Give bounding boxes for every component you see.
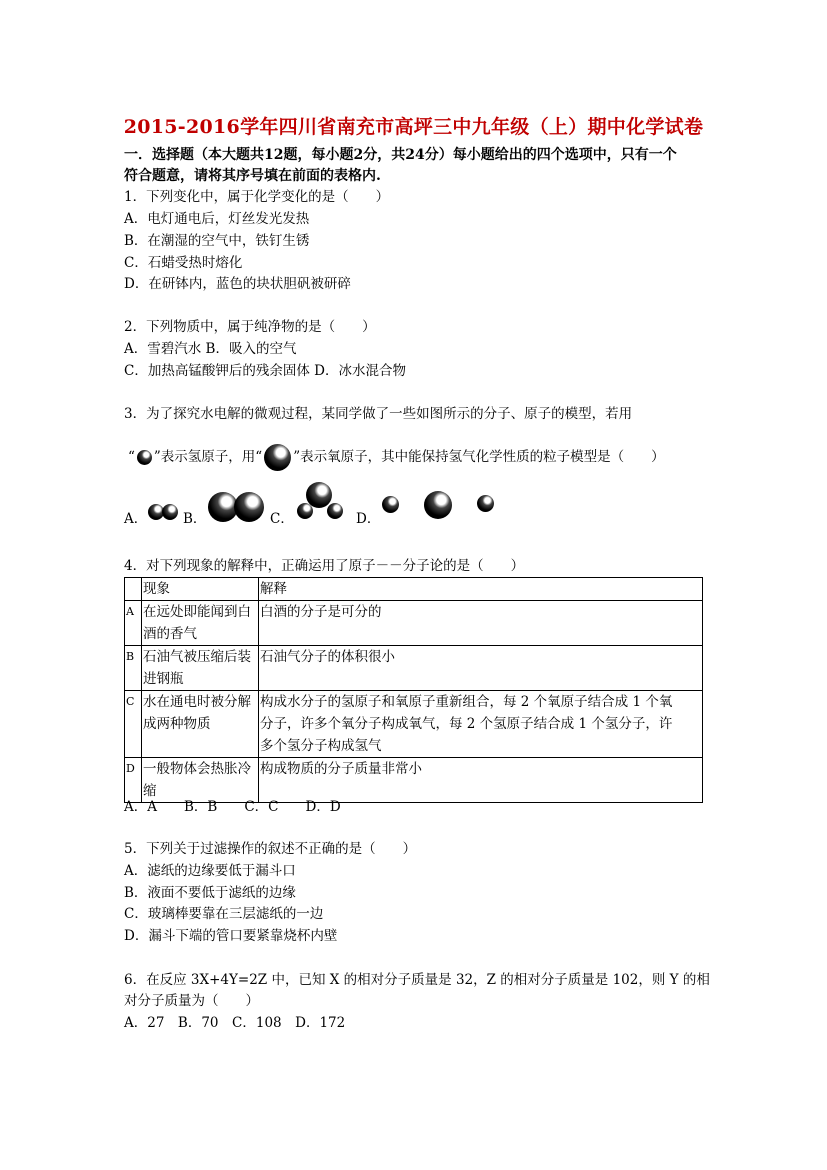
q6-stem-line2: 对分子质量为（ ）: [124, 993, 259, 1009]
table-row: [125, 691, 703, 758]
cell-line: 多个氢分子构成氢气: [260, 738, 382, 754]
oxygen-atom-icon: [424, 491, 452, 519]
q4-table: [124, 577, 703, 803]
table-header-cell: 解释: [259, 578, 703, 601]
hydrogen-atom-icon: [137, 450, 152, 465]
q3-option-c-label: C．: [270, 511, 294, 527]
explanation-cell: [259, 601, 703, 646]
table-row: [125, 601, 703, 646]
exam-title: 2015-2016学年四川省南充市高坪三中九年级（上）期中化学试卷: [123, 116, 704, 138]
phenomenon-cell: [142, 758, 259, 803]
oxygen-atom-icon: [234, 492, 264, 522]
q6-options: A．27 B．70 C．108 D．172: [124, 1015, 346, 1031]
q1-option-a: A．电灯通电后，灯丝发光发热: [124, 211, 310, 227]
explanation-cell: [259, 758, 703, 803]
cell-line: 水在通电时被分解: [143, 694, 251, 710]
cell-line: 石油气被压缩后装: [143, 649, 251, 665]
q3-legend-open-quote: “: [128, 449, 135, 465]
section-heading-line2: 符合题意，请将其序号填在前面的表格内.: [124, 168, 381, 184]
q5-option-b: B．液面不要低于滤纸的边缘: [124, 885, 296, 901]
explanation-cell: [259, 691, 703, 758]
q5-option-d: D．漏斗下端的管口要紧靠烧杯内壁: [124, 928, 338, 944]
oxygen-atom-icon: [264, 444, 291, 471]
section-heading-line1: 一．选择题（本大题共12题，每小题2分，共24分）每小题给出的四个选项中，只有一个: [124, 147, 677, 163]
q4-stem: 4．对下列现象的解释中，正确运用了原子－－分子论的是（ ）: [124, 558, 525, 574]
q3-legend-hydrogen-text: ”表示氢原子，用“: [153, 449, 263, 465]
q1-option-c: C．石蜡受热时熔化: [124, 255, 243, 271]
cell-line: 分子，许多个氧分子构成氧气，每 2 个氢原子结合成 1 个氢分子，许: [260, 716, 673, 732]
q2-options-line1: A．雪碧汽水 B．吸入的空气: [124, 341, 297, 357]
cell-line: 缩: [143, 783, 157, 799]
q5-option-c: C．玻璃棒要靠在三层滤纸的一边: [124, 906, 324, 922]
hydrogen-atom-icon: [162, 504, 178, 520]
q3-legend: [128, 444, 665, 471]
q1-option-b: B．在潮湿的空气中，铁钉生锈: [124, 233, 310, 249]
cell-line: 构成水分子的氢原子和氧原子重新组合，每 2 个氧原子结合成 1 个氧: [260, 694, 673, 710]
phenomenon-cell: [142, 601, 259, 646]
phenomenon-cell: [142, 691, 259, 758]
table-row: [125, 646, 703, 691]
cell-line: 进钢瓶: [143, 671, 184, 687]
row-id: B: [125, 646, 142, 691]
hydrogen-atom-icon: [382, 496, 399, 513]
row-id: D: [125, 758, 142, 803]
q2-options-line2: C．加热高锰酸钾后的残余固体 D．冰水混合物: [124, 363, 406, 379]
cell-line: 在远处即能闻到白: [143, 604, 251, 620]
cell-line: 构成物质的分子质量非常小: [260, 761, 422, 777]
table-header-row: [125, 578, 703, 601]
q2-stem: 2．下列物质中，属于纯净物的是（ ）: [124, 319, 376, 335]
row-id: A: [125, 601, 142, 646]
table-header-cell: [125, 578, 142, 601]
phenomenon-cell: [142, 646, 259, 691]
q6-stem-line1: 6．在反应 3X+4Y=2Z 中，已知 X 的相对分子质量是 32，Z 的相对分子质量是 102，则 Y 的相: [124, 972, 710, 988]
explanation-cell: [259, 646, 703, 691]
cell-line: 石油气分子的体积很小: [260, 649, 395, 665]
hydrogen-atom-icon: [477, 495, 494, 512]
q4-answers: A．A B．B C．C D．D: [124, 799, 341, 815]
q1-stem: 1．下列变化中，属于化学变化的是（ ）: [124, 189, 390, 205]
cell-line: 白酒的分子是可分的: [260, 604, 382, 620]
q3-option-b-label: B．: [183, 511, 207, 527]
cell-line: 一般物体会热胀冷: [143, 761, 251, 777]
q3-option-a-label: A．: [124, 511, 148, 527]
q3-legend-oxygen-text: ”表示氧原子，其中能保持氢气化学性质的粒子模型是（ ）: [293, 449, 665, 465]
row-id: C: [125, 691, 142, 758]
q3-stem: 3．为了探究水电解的微观过程，某同学做了一些如图所示的分子、原子的模型，若用: [124, 406, 633, 422]
q1-option-d: D．在研钵内，蓝色的块状胆矾被研碎: [124, 276, 351, 292]
q5-stem: 5．下列关于过滤操作的叙述不正确的是（ ）: [124, 841, 417, 857]
table-header-cell: 现象: [142, 578, 259, 601]
q3-option-d-label: D．: [356, 511, 381, 527]
hydrogen-atom-icon: [327, 503, 343, 519]
cell-line: 成两种物质: [143, 716, 211, 732]
cell-line: 酒的香气: [143, 626, 197, 642]
q5-option-a: A．滤纸的边缘要低于漏斗口: [124, 863, 296, 879]
table-row: [125, 758, 703, 803]
hydrogen-atom-icon: [297, 503, 313, 519]
